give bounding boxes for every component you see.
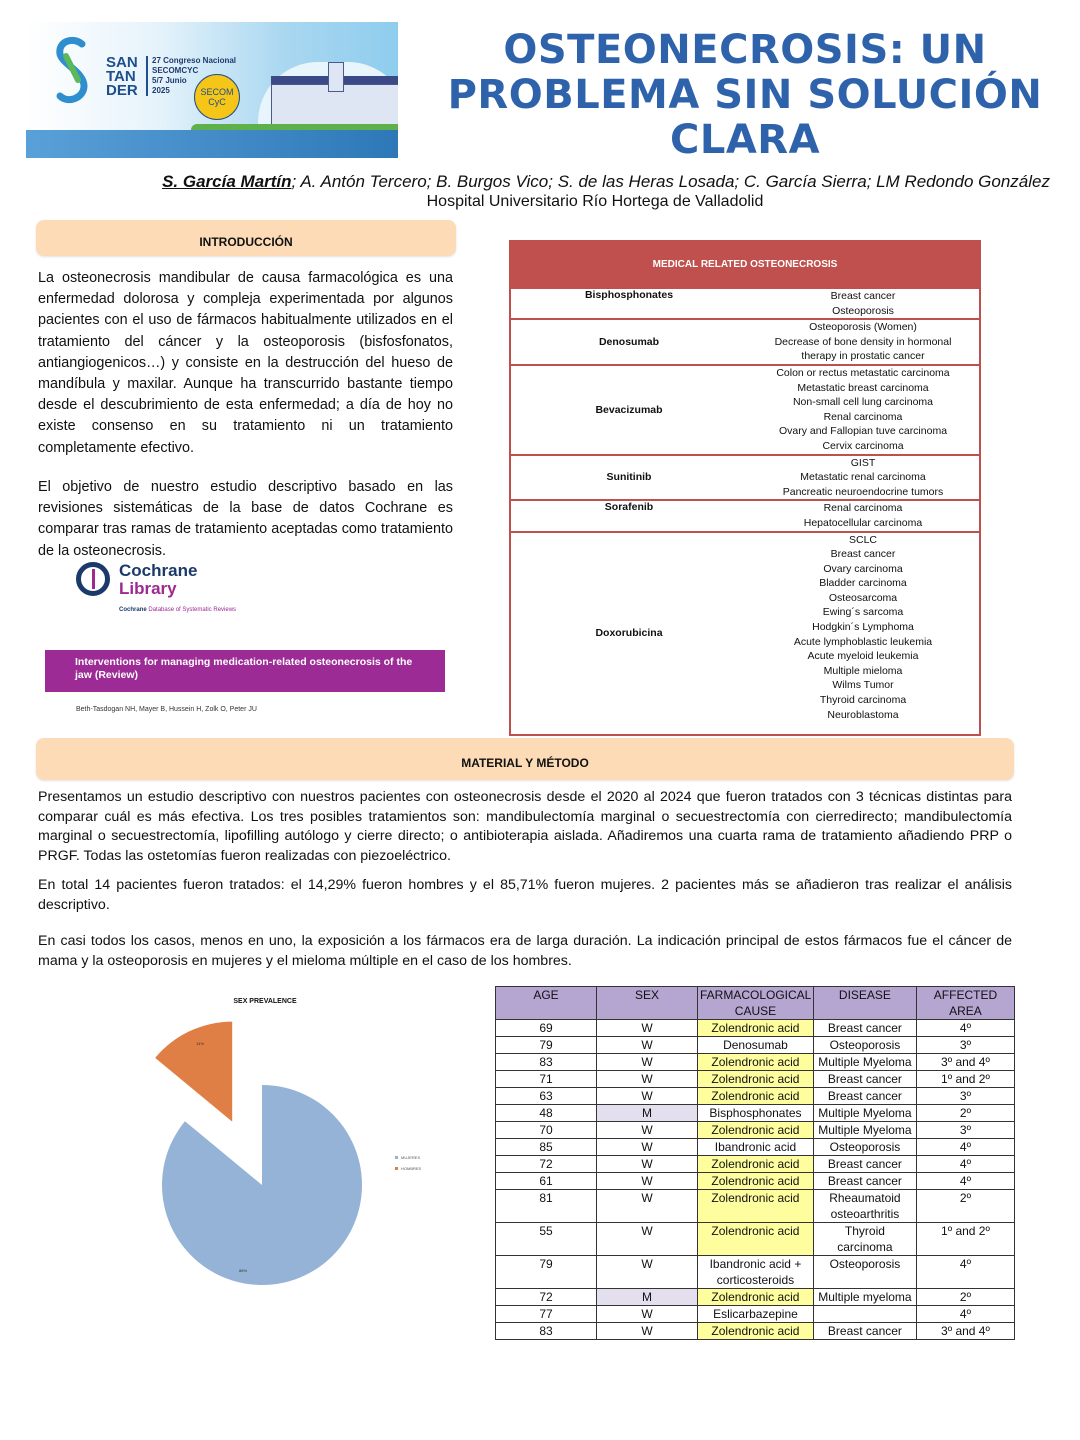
cause-cell: Zolendronic acid	[698, 1122, 814, 1139]
pie-chart	[100, 990, 470, 1300]
logo-text: Library	[119, 579, 177, 598]
sex-cell: W	[597, 1256, 698, 1289]
section-header-material-metodo: MATERIAL Y MÉTODO	[36, 738, 1014, 780]
table-row	[496, 1173, 1015, 1190]
table-row	[496, 1088, 1015, 1105]
area-cell: 2º	[916, 1289, 1014, 1306]
disease-item: Decrease of bone density in hormonal	[774, 335, 952, 348]
method-paragraph: Presentamos un estudio descriptivo con nuestros pacientes con osteonecrosis desde el 2020 al 2024 que fueron tratados con 3 técnicas distintas para comparar cuál es más efectiva. Los tres posibles tratamientos son: mandibulectomía marginal o secuestrectomía con cierredirecto; mandibulectomía marginal o secuestrectomía, lipofilling autólogo y cierre directo; o antibioterapia aislada. Añadiremos una cuarta rama de tratamiento añadiendo PRP o PRGF. Todas las ostetomías fueron realizadas con piezoeléctrico.	[38, 789, 1012, 864]
sex-cell: W	[597, 1054, 698, 1071]
area-cell: 4º	[916, 1173, 1014, 1190]
area-cell: 4º	[916, 1139, 1014, 1156]
cause-cell: Zolendronic acid	[698, 1088, 814, 1105]
med-table-row	[511, 364, 979, 454]
disease-cell: Thyroid carcinoma	[813, 1223, 916, 1256]
sex-cell: W	[597, 1156, 698, 1173]
med-table-row	[511, 531, 979, 735]
col-header-sex: SEX	[597, 987, 698, 1020]
pie-slice-men	[155, 1022, 232, 1122]
area-cell: 1º and 2º	[916, 1223, 1014, 1256]
age-cell: 79	[496, 1256, 597, 1289]
disease-item: therapy in prostatic cancer	[801, 350, 925, 363]
sex-cell: M	[597, 1105, 698, 1122]
table-row	[496, 1306, 1015, 1323]
disease-list	[747, 320, 979, 364]
db-brand: Cochrane	[119, 607, 147, 613]
col-header-age: AGE	[496, 987, 597, 1020]
disease-cell: Rheaumatoid osteoarthritis	[813, 1190, 916, 1223]
chart-title: SEX PREVALENCE	[233, 998, 297, 1005]
disease-cell: Breast cancer	[813, 1156, 916, 1173]
cause-cell: Zolendronic acid	[698, 1323, 814, 1340]
sex-cell: M	[597, 1289, 698, 1306]
sex-cell: W	[597, 1088, 698, 1105]
data-label-men: 14%	[196, 1040, 205, 1046]
cochrane-library-logo	[76, 560, 276, 620]
table-row	[496, 1289, 1015, 1306]
sex-cell: W	[597, 1323, 698, 1340]
section-header-introduccion: INTRODUCCIÓN	[36, 220, 456, 256]
cause-cell: Ibandronic acid	[698, 1139, 814, 1156]
age-cell: 83	[496, 1323, 597, 1340]
age-cell: 77	[496, 1306, 597, 1323]
title-line: PROBLEMA SIN SOLUCIÓN	[447, 72, 1043, 118]
sex-cell: W	[597, 1306, 698, 1323]
disease-item: Breast cancer	[830, 548, 896, 561]
age-cell: 55	[496, 1223, 597, 1256]
disease-item: Breast cancer	[830, 290, 896, 302]
disease-list	[747, 456, 979, 500]
disease-item: Neuroblastoma	[827, 708, 899, 721]
disease-cell: Osteoporosis	[813, 1037, 916, 1054]
city-line: DER	[106, 82, 138, 99]
med-table-row	[511, 287, 979, 318]
review-title-banner: Interventions for managing medication-related osteonecrosis of the jaw (Review)	[45, 650, 445, 692]
disease-cell: Multiple Myeloma	[813, 1054, 916, 1071]
sex-cell: W	[597, 1071, 698, 1088]
area-cell: 3º and 4º	[916, 1323, 1014, 1340]
age-cell: 70	[496, 1122, 597, 1139]
sex-cell: W	[597, 1122, 698, 1139]
author-list	[40, 172, 1050, 192]
disease-item: Cervix carcinoma	[822, 439, 904, 452]
secomcyc-logo: SECOM CyC	[194, 74, 240, 120]
city-name	[106, 56, 138, 98]
disease-item: Pancreatic neuroendocrine tumors	[782, 485, 944, 498]
table-row	[496, 1122, 1015, 1139]
disease-list	[747, 289, 979, 318]
table-row	[496, 1190, 1015, 1223]
legend-swatch	[395, 1167, 398, 1170]
col-header-disease: DISEASE	[813, 987, 916, 1020]
congress-banner	[26, 22, 398, 158]
city-line: SAN	[106, 54, 138, 71]
method-paragraph: En casi todos los casos, menos en uno, la exposición a los fármacos era de larga duración. La indicación principal de estos fármacos fue el cáncer de mama y la osteoporosis en mujeres y el mieloma múltiple en el caso de los hombres.	[38, 933, 1012, 969]
col-header-cause: FARMACOLOGICAL CAUSE	[698, 987, 814, 1020]
age-cell: 72	[496, 1156, 597, 1173]
disease-item: Osteosarcoma	[828, 591, 898, 604]
disease-item: Thyroid carcinoma	[819, 694, 907, 707]
patient-table	[495, 986, 1015, 1340]
disease-list	[747, 366, 979, 454]
cause-cell: Zolendronic acid	[698, 1054, 814, 1071]
palace-tower-graphic	[328, 62, 344, 92]
area-cell: 3º	[916, 1037, 1014, 1054]
disease-list	[747, 533, 979, 735]
drug-name: Sunitinib	[606, 471, 652, 484]
disease-cell: Osteoporosis	[813, 1256, 916, 1289]
disease-cell: Breast cancer	[813, 1173, 916, 1190]
cause-cell: Zolendronic acid	[698, 1223, 814, 1256]
table-row	[496, 1071, 1015, 1088]
title-line: CLARA	[669, 117, 821, 163]
med-table-row	[511, 318, 979, 364]
legend-item	[395, 1166, 421, 1171]
area-cell: 2º	[916, 1190, 1014, 1223]
med-table-row	[511, 454, 979, 500]
age-cell: 83	[496, 1054, 597, 1071]
disease-item: Metastatic breast carcinoma	[797, 381, 929, 394]
disease-item: Acute myeloid leukemia	[807, 650, 919, 663]
disease-cell: Multiple Myeloma	[813, 1122, 916, 1139]
congress-line: SECOMCYC	[152, 66, 199, 75]
poster-title	[425, 28, 1065, 163]
age-cell: 61	[496, 1173, 597, 1190]
pie-slice-women	[162, 1085, 362, 1285]
disease-item: Non-small cell lung carcinoma	[792, 396, 934, 409]
cause-cell: Zolendronic acid	[698, 1020, 814, 1037]
database-label	[119, 607, 236, 613]
disease-item: Renal carcinoma	[823, 410, 903, 423]
table-row	[496, 1156, 1015, 1173]
area-cell: 2º	[916, 1105, 1014, 1122]
disease-cell: Osteoporosis	[813, 1139, 916, 1156]
cause-cell: Zolendronic acid	[698, 1289, 814, 1306]
disease-item: Metastatic renal carcinoma	[800, 471, 926, 484]
first-author: S. García Martín	[162, 172, 292, 191]
sex-prevalence-chart	[100, 990, 470, 1300]
drug-name: Sorafenib	[604, 501, 654, 514]
table-row	[496, 1139, 1015, 1156]
chart-legend	[395, 1155, 421, 1177]
santander-s-logo-icon	[54, 36, 90, 106]
cause-cell: Denosumab	[698, 1037, 814, 1054]
table-row	[496, 1054, 1015, 1071]
table-row	[496, 1256, 1015, 1289]
cause-cell: Bisphosphonates	[698, 1105, 814, 1122]
med-table-row	[511, 499, 979, 530]
age-cell: 63	[496, 1088, 597, 1105]
drug-name: Doxorubicina	[595, 627, 663, 640]
table-row	[496, 1020, 1015, 1037]
legend-item	[395, 1155, 421, 1160]
congress-line: 2025	[152, 86, 170, 95]
legend-label: MUJERES	[401, 1155, 421, 1160]
drug-name: Bevacizumab	[595, 403, 663, 416]
drug-name: Bisphosphonates	[584, 289, 674, 301]
city-line: TAN	[106, 68, 136, 85]
congress-line: 27 Congreso Nacional	[152, 56, 237, 65]
banner-band	[26, 130, 398, 158]
disease-cell: Breast cancer	[813, 1071, 916, 1088]
cause-cell: Ibandronic acid + corticosteroids	[698, 1256, 814, 1289]
drug-name: Denosumab	[598, 336, 660, 349]
disease-item: Multiple mieloma	[823, 664, 903, 677]
age-cell: 85	[496, 1139, 597, 1156]
area-cell: 1º and 2º	[916, 1071, 1014, 1088]
disease-item: Osteoporosis (Women)	[809, 321, 917, 334]
disease-item: Acute lymphoblastic leukemia	[793, 635, 933, 648]
sex-cell: W	[597, 1223, 698, 1256]
logo-text: Cochrane	[119, 561, 198, 580]
medical-osteonecrosis-table	[509, 240, 981, 736]
sex-cell: W	[597, 1037, 698, 1054]
table-row	[496, 1223, 1015, 1256]
table-title: MEDICAL RELATED OSTEONECROSIS	[511, 242, 979, 287]
sex-cell: W	[597, 1020, 698, 1037]
disease-cell: Breast cancer	[813, 1020, 916, 1037]
disease-item: Wilms Tumor	[832, 679, 894, 692]
area-cell: 4º	[916, 1256, 1014, 1289]
disease-item: Colon or rectus metastatic carcinoma	[776, 366, 950, 379]
disease-cell: Breast cancer	[813, 1088, 916, 1105]
legend-swatch	[395, 1156, 398, 1159]
legend-label: HOMBRES	[401, 1166, 422, 1171]
method-paragraph: En total 14 pacientes fueron tratados: el 14,29% fueron hombres y el 85,71% fueron mujeres. 2 pacientes más se añadieron tras realizar el análisis descriptivo.	[38, 877, 1012, 913]
congress-line: 5/7 Junio	[152, 76, 187, 85]
cause-cell: Eslicarbazepine	[698, 1306, 814, 1323]
area-cell: 3º	[916, 1088, 1014, 1105]
intro-paragraph: La osteonecrosis mandibular de causa farmacológica es una enfermedad dolorosa y compleja experimentada por algunos pacientes con el uso de fármacos habitualmente utilizados en el tratamiento del cáncer y la osteoporosis (bisfosfonatos, antiangiogenicos…) y consiste en la destrucción del hueso de mandíbula y maxilar. Aunque ha transcurrido bastante tiempo desde el descubrimiento de esta enfermedad; a día de hoy no existe consenso en su tratamiento ni un tratamiento completamente efectivo.	[38, 270, 453, 456]
disease-cell	[813, 1306, 916, 1323]
review-authors: Beth-Tasdogan NH, Mayer B, Hussein H, Zolk O, Peter JU	[76, 706, 257, 713]
age-cell: 69	[496, 1020, 597, 1037]
cause-cell: Zolendronic acid	[698, 1156, 814, 1173]
col-header-area: AFFECTED AREA	[916, 987, 1014, 1020]
disease-item: Ovary and Fallopian tuve carcinoma	[778, 425, 948, 438]
disease-item: Bladder carcinoma	[819, 577, 907, 590]
area-cell: 4º	[916, 1306, 1014, 1323]
cause-cell: Zolendronic acid	[698, 1190, 814, 1223]
disease-item: Hodgkin´s Lymphoma	[812, 621, 914, 634]
age-cell: 48	[496, 1105, 597, 1122]
co-authors: ; A. Antón Tercero; B. Burgos Vico; S. de las Heras Losada; C. García Sierra; LM Redondo González	[291, 172, 1050, 191]
disease-cell: Multiple Myeloma	[813, 1105, 916, 1122]
disease-item: Hepatocellular carcinoma	[803, 516, 923, 529]
disease-item: Renal carcinoma	[823, 502, 903, 515]
disease-cell: Multiple myeloma	[813, 1289, 916, 1306]
disease-cell: Breast cancer	[813, 1323, 916, 1340]
data-label-women: 86%	[239, 1268, 248, 1274]
age-cell: 72	[496, 1289, 597, 1306]
age-cell: 71	[496, 1071, 597, 1088]
intro-paragraph: El objetivo de nuestro estudio descriptivo basado en las revisiones sistemáticas de la base de datos Cochrane es comparar tras ramas de tratamiento aceptadas como tratamiento de la osteonecrosis.	[38, 479, 453, 559]
cochrane-ring-icon	[76, 562, 110, 596]
sex-cell: W	[597, 1139, 698, 1156]
cause-cell: Zolendronic acid	[698, 1071, 814, 1088]
cause-cell: Zolendronic acid	[698, 1173, 814, 1190]
table-header-row	[496, 987, 1015, 1020]
area-cell: 4º	[916, 1156, 1014, 1173]
affiliation: Hospital Universitario Río Hortega de Valladolid	[426, 193, 764, 210]
disease-item: GIST	[850, 456, 876, 469]
disease-item: SCLC	[848, 533, 877, 546]
title-line: OSTEONECROSIS: UN	[503, 27, 987, 73]
disease-list	[747, 501, 979, 530]
area-cell: 4º	[916, 1020, 1014, 1037]
age-cell: 79	[496, 1037, 597, 1054]
disease-item: Ovary carcinoma	[823, 562, 903, 575]
table-row	[496, 1037, 1015, 1054]
sex-cell: W	[597, 1190, 698, 1223]
table-row	[496, 1105, 1015, 1122]
db-name: Database of Systematic Reviews	[146, 607, 237, 613]
table-row	[496, 1323, 1015, 1340]
area-cell: 3º	[916, 1122, 1014, 1139]
age-cell: 81	[496, 1190, 597, 1223]
sex-cell: W	[597, 1173, 698, 1190]
disease-item: Osteoporosis	[832, 304, 894, 317]
disease-item: Ewing´s sarcoma	[822, 606, 904, 619]
area-cell: 3º and 4º	[916, 1054, 1014, 1071]
